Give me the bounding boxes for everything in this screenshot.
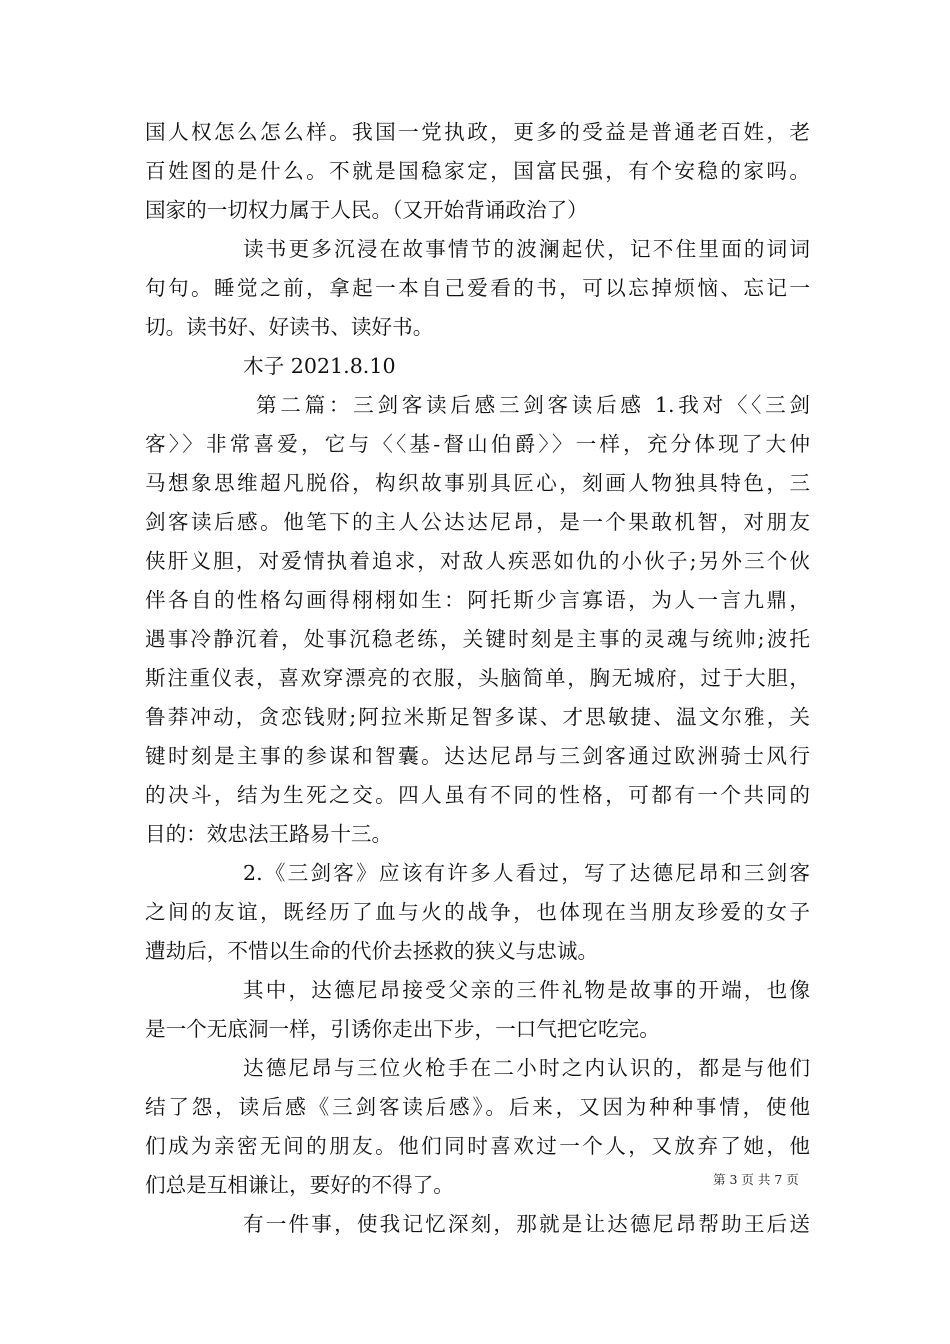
text-line: 是一个无底洞一样，引诱你走出下步，一口气把它吃完。: [145, 1017, 660, 1041]
text-line: 2.《三剑客》应该有许多人看过，写了达德尼昂和三剑客: [243, 861, 810, 885]
text-line: 之间的友谊，既经历了血与火的战争，也体现在当朋友珍爱的女子: [145, 900, 810, 924]
text-line: 有一件事，使我记忆深刻，那就是让达德尼昂帮助王后送: [243, 1212, 810, 1236]
text-line: 读书更多沉浸在故事情节的波澜起伏，记不住里面的词词: [243, 237, 810, 261]
text-line: 国家的一切权力属于人民。（又开始背诵政治了）: [145, 198, 588, 222]
text-line: 的决斗，结为生死之交。四人虽有不同的性格，可都有一个共同的: [145, 783, 810, 807]
text-line: 结了怨，读后感《三剑客读后感》。后来，又因为种种事情，使他: [145, 1095, 810, 1119]
document-body: [145, 113, 810, 1244]
text-line: 遭劫后，不惜以生命的代价去拯救的狭义与忠诚。: [145, 939, 599, 963]
text-line: 百姓图的是什么。不就是国稳家定，国富民强，有个安稳的家吗。: [145, 159, 810, 183]
text-line: 目的：效忠法王路易十三。: [145, 822, 393, 846]
text-line: 斯注重仪表，喜欢穿漂亮的衣服，头脑简单，胸无城府，过于大胆，: [145, 666, 810, 690]
text-line: 鲁莽冲动，贪恋钱财;阿拉米斯足智多谋、才思敏捷、温文尔雅，关: [145, 705, 810, 729]
signature-line: 木子 2021.8.10: [243, 354, 396, 378]
text-line: 们成为亲密无间的朋友。他们同时喜欢过一个人，又放弃了她，他: [145, 1134, 810, 1158]
text-line: 剑客读后感。他笔下的主人公达达尼昂，是一个果敢机智，对朋友: [145, 510, 810, 534]
page-number-footer: 第 3 页 共 7 页: [713, 1172, 799, 1187]
text-line: 遇事冷静沉着，处事沉稳老练，关键时刻是主事的灵魂与统帅;波托: [145, 627, 810, 651]
text-line: 其中，达德尼昂接受父亲的三件礼物是故事的开端，也像: [243, 978, 810, 1002]
text-line: 切。读书好、好读书、读好书。: [145, 315, 434, 339]
text-line: 马想象思维超凡脱俗，构织故事别具匠心，刻画人物独具特色，三: [145, 471, 810, 495]
text-line: 客〉〉非常喜爱，它与〈〈基-督山伯爵〉〉一样，充分体现了大仲: [145, 432, 810, 456]
text-line: 们总是互相谦让，要好的不得了。: [145, 1173, 454, 1197]
text-line: 伴各自的性格勾画得栩栩如生：阿托斯少言寡语，为人一言九鼎，: [145, 588, 810, 612]
text-line: 句句。睡觉之前，拿起一本自己爱看的书，可以忘掉烦恼、忘记一: [145, 276, 810, 300]
section-heading-line: 第二篇：三剑客读后感三剑客读后感 1.我对〈〈三剑: [256, 393, 810, 417]
text-line: 国人权怎么怎么样。我国一党执政，更多的受益是普通老百姓，老: [145, 120, 810, 144]
text-line: 键时刻是主事的参谋和智囊。达达尼昂与三剑客通过欧洲骑士风行: [145, 744, 810, 768]
text-line: 侠肝义胆，对爱情执着追求，对敌人疾恶如仇的小伙子;另外三个伙: [145, 549, 810, 573]
text-line: 达德尼昂与三位火枪手在二小时之内认识的，都是与他们: [243, 1056, 810, 1080]
